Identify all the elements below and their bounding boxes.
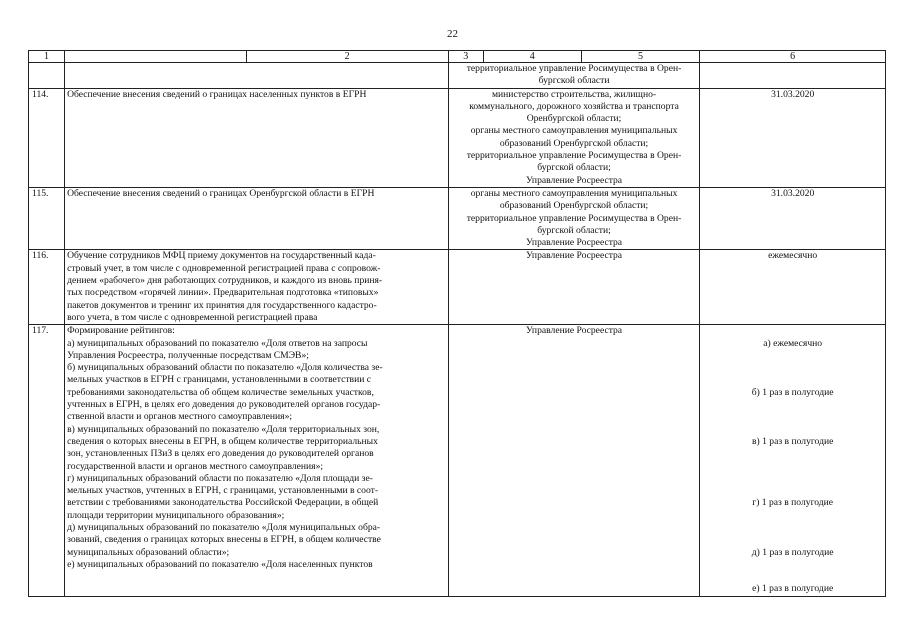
row-executors [448,187,700,249]
description-line: пакетов документов и тренинг их принятия для государственного кадастро- [67,299,377,311]
description-line: сведения о которых внесены в ЕГРН, в общем количестве территориальных [67,435,378,447]
row-deadline [700,187,886,249]
description-line: Формирование рейтингов: [67,325,175,337]
deadline-line: б) 1 раз в полугодие [751,386,834,398]
row-number: 116. [29,250,65,325]
deadline-line [702,473,883,485]
row-description [65,325,449,597]
executor-line: бургской области [538,75,610,87]
row-number [29,63,65,89]
deadline-line: 31.03.2020 [771,88,815,100]
executor-line: органы местного самоуправления муниципальных [470,187,678,199]
executor-line: территориальное управление Росимущества в Орен- [466,63,682,74]
executor-line: территориальное управление Росимущества в Орен- [466,150,682,162]
deadline-line [702,424,883,436]
column-header-6: 6 [700,51,886,63]
description-line: государственной власти и органов местного самоуправления»; [67,460,324,472]
executor-line: Управление Росреестра [525,325,623,337]
page-number: 22 [447,28,458,40]
description-line: д) муниципальных образований по показателю «Доля муниципальных обра- [67,521,381,533]
table-row [29,325,886,597]
deadline-line [702,534,883,546]
row-executors [448,63,700,89]
description-line: зований, сведения о границах которых внесены в ЕГРН, в общем количестве [67,534,381,546]
executor-line: образований Оренбургской области; [499,137,649,149]
row-number: 114. [29,88,65,187]
deadline-line [702,559,883,571]
description-line: б) муниципальных образований области по показателю «Доля количества зе- [67,362,383,374]
description-line: требованиями законодательства об общем количестве земельных участков, [67,386,374,398]
executor-line: Оренбургской области; [526,113,622,125]
description-line: Обучение сотрудников МФЦ приему документов на государственный када- [67,250,376,262]
deadline-line [702,522,883,534]
row-description [65,63,449,89]
description-line: а) муниципальных образований по показателю «Доля ответов на запросы [67,337,368,349]
description-line: вого учета, в том числе с одновременной регистрацией права [67,311,318,323]
deadline-line: г) 1 раз в полугодие [752,497,834,509]
column-header-4: 4 [483,51,581,63]
deadline-line [702,362,883,374]
deadline-line [702,350,883,362]
table-row [29,88,886,187]
executor-line: министерство строительства, жилищно- [491,88,657,100]
table-row [29,250,886,325]
deadline-line [702,571,883,583]
column-header-3: 3 [448,51,483,63]
row-executors [448,325,700,597]
executor-line: Управление Росреестра [525,237,623,249]
description-line: в) муниципальных образований по показателю «Доля территориальных зон, [67,423,380,435]
deadline-line [702,399,883,411]
deadline-line: ежемесячно [768,250,818,262]
description-line: е) муниципальных образований по показателю «Доля населенных пунктов [67,558,373,570]
description-line: стровый учет, в том числе с одновременной регистрацией права с сопровож- [67,262,381,274]
row-description [65,250,449,325]
row-deadline [700,325,886,597]
description-line: г) муниципальных образований области по показателю «Доля площади зе- [67,472,373,484]
description-line: мельных участков, учтенных в ЕГРН, с границами, установленными в соот- [67,485,379,497]
row-description [65,88,449,187]
column-header-2a [65,51,247,63]
executor-line: Управление Росреестра [525,174,623,186]
row-deadline [700,63,886,89]
description-line: ственной власти и органов местного самоуправления»; [67,411,293,423]
plan-table [28,50,886,597]
description-line: Обеспечение внесения сведений о границах населенных пунктов в ЕГРН [67,88,367,100]
deadline-line [702,325,883,337]
column-header-1: 1 [29,51,65,63]
deadline-line [702,374,883,386]
row-executors [448,250,700,325]
executor-line: образований Оренбургской области; [499,200,649,212]
description-line: Управления Росреестра, полученные посредствам СМЭВ»; [67,349,309,361]
deadline-line: 31.03.2020 [771,187,815,199]
description-line: ветствии с требованиями законодательства Российской Федерации, в общей [67,497,379,509]
table-row [29,63,886,89]
deadline-line: д) 1 раз в полугодие [751,546,834,558]
description-line: Обеспечение внесения сведений о границах Оренбургской области в ЕГРН [67,187,375,199]
executor-line: территориальное управление Росимущества в Орен- [466,212,682,224]
row-deadline [700,250,886,325]
deadline-line [702,448,883,460]
deadline-line [702,461,883,473]
executor-line: бургской области; [537,162,611,174]
table-row [29,187,886,249]
column-header-2: 2 [246,51,448,63]
description-line: зон, установленных ПЗиЗ в целях его доведения до руководителей органов [67,448,374,460]
row-executors [448,88,700,187]
row-deadline [700,88,886,187]
description-line: площади территории муниципального образования»; [67,509,285,521]
description-line: дением «рабочего» дня работающих сотрудников, и каждого из вновь приня- [67,275,383,287]
column-header-row [29,51,886,63]
deadline-line [702,485,883,497]
row-number: 115. [29,187,65,249]
executor-line: Управление Росреестра [525,250,623,262]
description-line: муниципальных образований области»; [67,546,230,558]
column-header-5: 5 [581,51,700,63]
deadline-line: а) ежемесячно [763,337,823,349]
deadline-line: в) 1 раз в полугодие [751,435,834,447]
deadline-line [702,510,883,522]
executor-line: бургской области; [537,224,611,236]
executor-line: органы местного самоуправления муниципальных [470,125,678,137]
description-line: мельных участков в ЕГРН с границами, установленными в соответствии с [67,374,372,386]
deadline-line: е) 1 раз в полугодие [752,583,834,595]
description-line: тых посредством «горячей линии». Предварительная подготовка «типовых» [67,287,379,299]
description-line: учтенных в ЕГРН, в целях его доведения до руководителей органов государ- [67,399,381,411]
executor-line: коммунального, дорожного хозяйства и транспорта [469,100,679,112]
deadline-line [702,411,883,423]
row-number: 117. [29,325,65,597]
row-description [65,187,449,249]
